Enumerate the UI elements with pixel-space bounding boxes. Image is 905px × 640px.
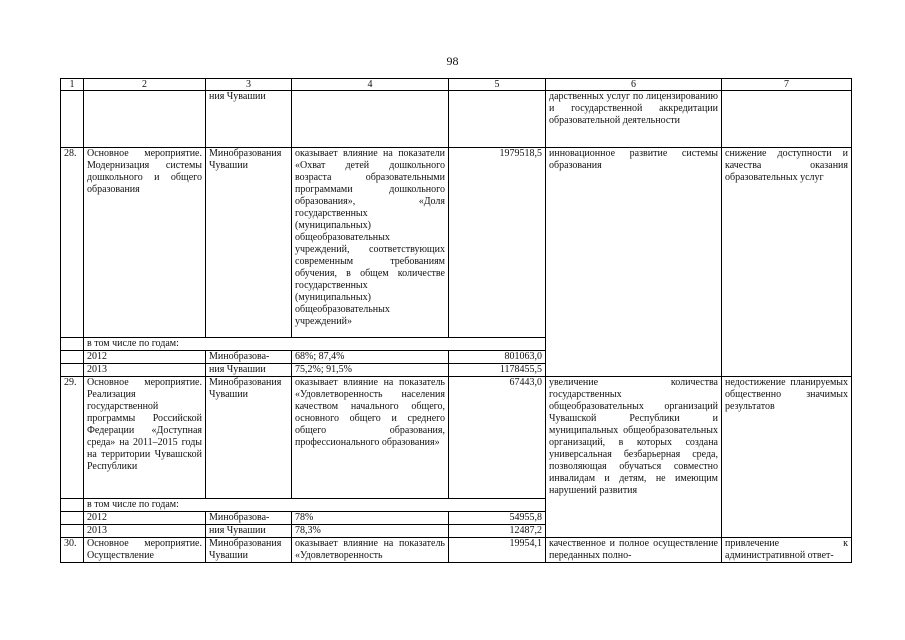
amount-cell: 19954,1 xyxy=(449,538,546,563)
column-header: 4 xyxy=(292,79,449,91)
table-row-29 xyxy=(61,377,852,499)
indicator-cell: оказывает влияние на показатель «Удовлетворенность населения качеством начального общего, основного общего и среднего общего образования, профессионального образования» xyxy=(292,377,449,499)
continuation-row xyxy=(61,91,852,148)
executor-cell: ния Чувашии xyxy=(206,525,292,538)
by-years-label: в том числе по годам: xyxy=(84,338,546,351)
by-years-label: в том числе по годам: xyxy=(84,499,546,512)
page-number: 98 xyxy=(446,54,459,68)
values-cell: 78,3% xyxy=(292,525,449,538)
activity-name: Основное мероприятие. Осуществление xyxy=(84,538,206,563)
values-cell: 68%; 87,4% xyxy=(292,351,449,364)
activity-name: Основное мероприятие. Модернизация системы дошкольного и общего образования xyxy=(84,148,206,338)
risk-cell: привлечение к административной ответ- xyxy=(722,538,852,563)
values-cell: 78% xyxy=(292,512,449,525)
executor-cell: Минобразова- xyxy=(206,351,292,364)
row-number: 29. xyxy=(61,377,84,499)
values-cell: 75,2%; 91,5% xyxy=(292,364,449,377)
year-cell: 2013 xyxy=(84,525,206,538)
result-cell: увеличение количества государственных общеобразовательных организаций Чувашской Республики и муниципальных общеобразовательных организаций, в которых создана универсальная безбарьерная среда, позволяющая обучаться совместно инвалидам и детям, не имеющим нарушений развития xyxy=(546,377,722,538)
table-row-30 xyxy=(61,538,852,563)
column-header: 6 xyxy=(546,79,722,91)
amount-cell: 801063,0 xyxy=(449,351,546,364)
executor-cell: Минобразования Чувашии xyxy=(206,377,292,499)
amount-cell: 54955,8 xyxy=(449,512,546,525)
result-cell: дарственных услуг по лицензированию и государственной аккредитации образовательной деятельности xyxy=(546,91,722,148)
executor-cell: ния Чувашии xyxy=(206,364,292,377)
row-number: 28. xyxy=(61,148,84,338)
column-header: 5 xyxy=(449,79,546,91)
indicator-cell: оказывает влияние на показатель «Удовлетворенность xyxy=(292,538,449,563)
amount-cell: 1979518,5 xyxy=(449,148,546,338)
column-header: 7 xyxy=(722,79,852,91)
year-cell: 2012 xyxy=(84,512,206,525)
risk-cell: снижение доступности и качества оказания образовательных услуг xyxy=(722,148,852,377)
executor-cell: Минобразования Чувашии xyxy=(206,148,292,338)
header-row xyxy=(61,79,852,91)
executor-cell: Минобразования Чувашии xyxy=(206,538,292,563)
amount-cell: 1178455,5 xyxy=(449,364,546,377)
year-cell: 2012 xyxy=(84,351,206,364)
amount-cell: 12487,2 xyxy=(449,525,546,538)
table-row-28 xyxy=(61,148,852,338)
result-cell: качественное и полное осуществление переданных полно- xyxy=(546,538,722,563)
row-number: 30. xyxy=(61,538,84,563)
risk-cell: недостижение планируемых общественно значимых результатов xyxy=(722,377,852,538)
amount-cell: 67443,0 xyxy=(449,377,546,499)
column-header: 3 xyxy=(206,79,292,91)
executor-cell: ния Чувашии xyxy=(206,91,292,148)
executor-cell: Минобразова- xyxy=(206,512,292,525)
result-cell: инновационное развитие системы образования xyxy=(546,148,722,377)
year-cell: 2013 xyxy=(84,364,206,377)
column-header: 2 xyxy=(84,79,206,91)
indicator-cell: оказывает влияние на показатели «Охват детей дошкольного возраста образовательными программами дошкольного образования», «Доля государственных (муниципальных) общеобразовательных учреждений, соответствующих современным требованиям обучения, в общем количестве государственных (муниципальных) общеобразовательных учреждений» xyxy=(292,148,449,338)
document-table xyxy=(60,78,852,563)
activity-name: Основное мероприятие. Реализация государственной программы Российской Федерации «Доступная среда» на 2011–2015 годы на территории Чувашской Республики xyxy=(84,377,206,499)
column-header: 1 xyxy=(61,79,84,91)
